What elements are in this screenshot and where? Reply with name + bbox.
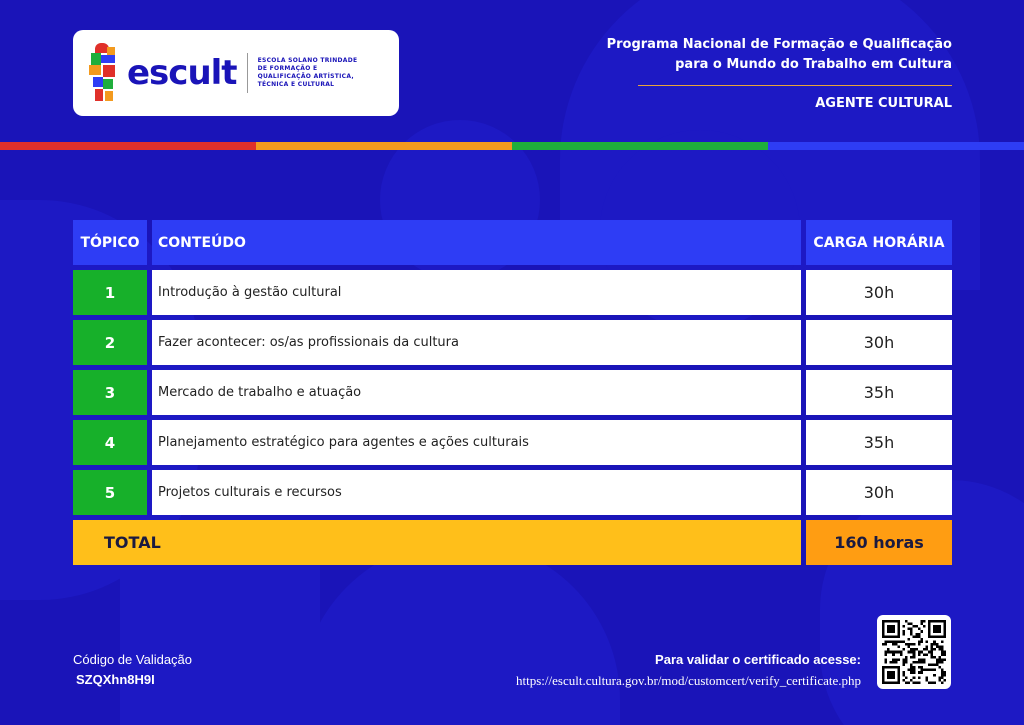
qr-code-icon [877,615,951,689]
verify-block [516,652,861,689]
topic-hours: 35h [806,420,952,465]
header-topic: TÓPICO [73,220,147,265]
topic-content: Projetos culturais e recursos [152,470,801,515]
topic-content: Mercado de trabalho e atuação [152,370,801,415]
topic-content: Fazer acontecer: os/as profissionais da cultura [152,320,801,365]
course-topics-table [73,220,952,565]
table-header-row [73,220,952,265]
header-content: CONTEÚDO [152,220,801,265]
verify-url-link[interactable]: https://escult.cultura.gov.br/mod/customcert/verify_certificate.php [516,673,861,688]
table-row [73,270,952,315]
stripe-blue [768,142,1024,150]
topic-hours: 35h [806,370,952,415]
logo-subtitle: ESCOLA SOLANO TRINDADE DE FORMAÇÃO E QUALIFICAÇÃO ARTÍSTICA, TÉCNICA E CULTURAL [257,57,358,88]
escult-logo-mark-icon [89,43,119,103]
header-divider [638,85,952,86]
course-role: AGENTE CULTURAL [815,96,952,111]
escult-wordmark: escult [127,53,237,93]
validation-code: SZQXhn8H9I [76,672,155,687]
table-row [73,470,952,515]
validation-label: Código de Validação [73,652,193,667]
header-hours: CARGA HORÁRIA [806,220,952,265]
topic-hours: 30h [806,470,952,515]
logo-divider [247,53,248,93]
topic-content: Planejamento estratégico para agentes e ações culturais [152,420,801,465]
program-title-line1: Programa Nacional de Formação e Qualificação [606,37,952,52]
stripe-green [512,142,768,150]
total-hours: 160 horas [806,520,952,565]
topic-number: 1 [73,270,147,315]
program-header [607,35,952,111]
stripe-orange [256,142,512,150]
topic-number: 2 [73,320,147,365]
program-title-line2: para o Mundo do Trabalho em Cultura [675,57,952,72]
topic-hours: 30h [806,320,952,365]
table-row [73,320,952,365]
table-total-row [73,520,952,565]
topic-number: 4 [73,420,147,465]
topic-number: 5 [73,470,147,515]
topic-hours: 30h [806,270,952,315]
topic-number: 3 [73,370,147,415]
color-stripe [0,142,1024,150]
validation-block [73,652,192,687]
stripe-red [0,142,256,150]
total-label: TOTAL [73,520,801,565]
table-row [73,370,952,415]
topic-content: Introdução à gestão cultural [152,270,801,315]
table-row [73,420,952,465]
escult-logo [73,30,399,116]
verify-label: Para validar o certificado acesse: [655,652,861,667]
